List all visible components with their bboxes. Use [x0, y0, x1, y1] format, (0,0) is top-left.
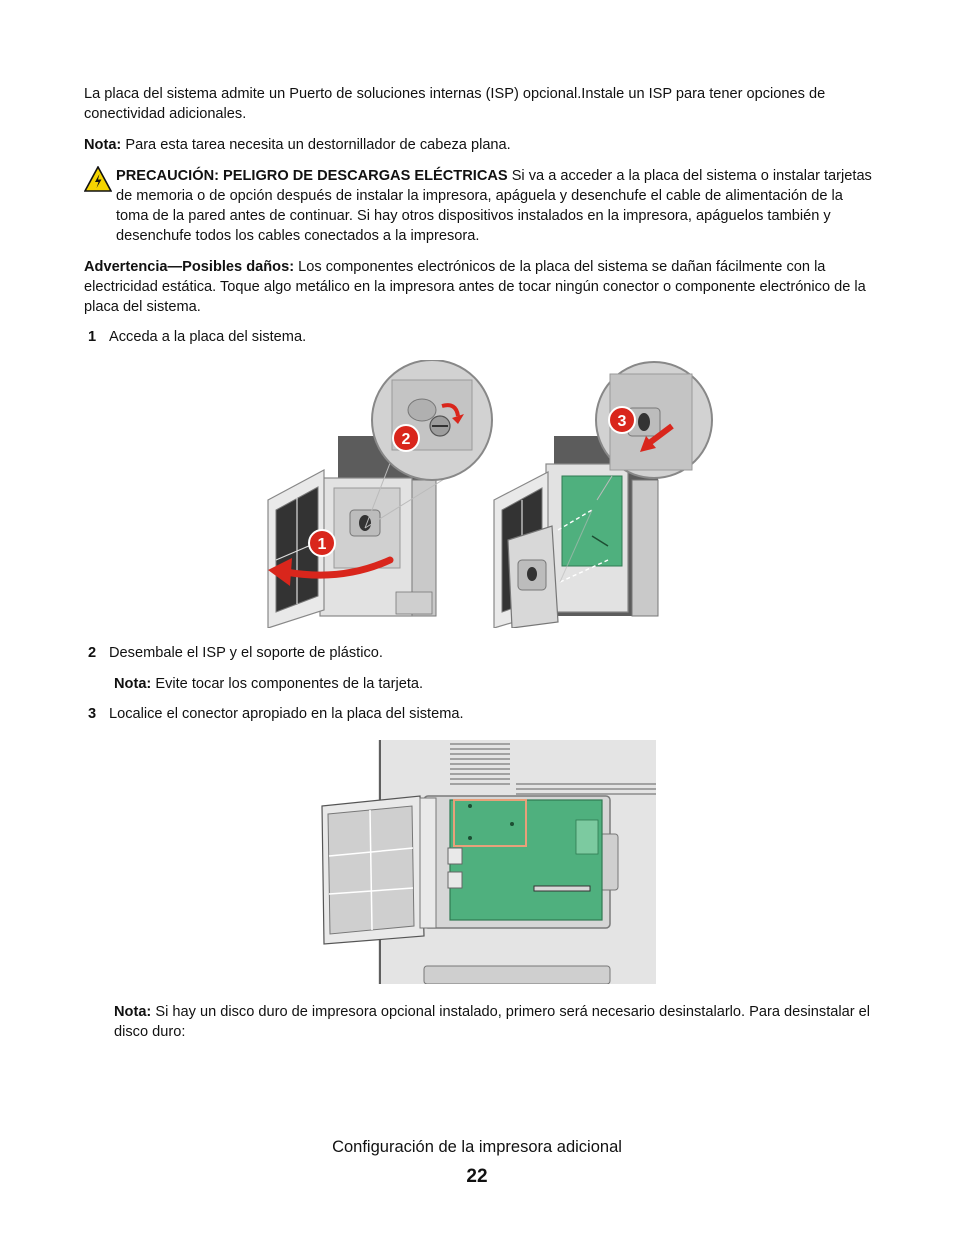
- warning-text: Los componentes electrónicos de la placa del sistema se dañan fácilmente con la electricidad estática. Toque algo metálico en la impresora antes de tocar ningún conector o componente electrónico de la placa del sistema.: [84, 259, 866, 315]
- figure-locate-connector: [320, 738, 658, 984]
- intro-paragraph: La placa del sistema admite un Puerto de soluciones internas (ISP) opcional.Instale un ISP para tener opciones de conectividad adicionales.: [84, 86, 826, 122]
- caution-paragraph: [116, 166, 874, 246]
- callout-1: 1: [317, 536, 327, 553]
- hard-disk-note-text: Si hay un disco duro de impresora opcional instalado, primero será necesario desinstalarlo. Para desinstalar el disco duro:: [114, 1004, 871, 1040]
- hard-disk-note-label: Nota:: [114, 1004, 152, 1020]
- electrical-hazard-warning-icon: [84, 166, 112, 192]
- caution-text: Si va a acceder a la placa del sistema o instalar tarjetas de memoria o de opción después de instalar la impresora, apáguela y desenchufe el cable de alimentación de la toma de la pared antes de continuar. Si hay otros dispositivos instalados en la impresora, apáguelos también y desenchufe todos los cables conectados a la impresora.: [116, 168, 872, 244]
- note-label: Nota:: [84, 137, 122, 153]
- warning-paragraph: [84, 257, 874, 317]
- caution-label: PRECAUCIÓN: PELIGRO DE DESCARGAS ELÉCTRICAS: [116, 168, 508, 184]
- hard-disk-note: [114, 1002, 874, 1042]
- step-2-text: Desembale el ISP y el soporte de plástico.: [109, 645, 383, 661]
- step-3-text: Localice el conector apropiado en la placa del sistema.: [109, 706, 464, 722]
- note-text: Para esta tarea necesita un destornillador de cabeza plana.: [121, 137, 511, 153]
- figure-access-system-board: [262, 360, 718, 628]
- footer-section-title: Configuración de la impresora adicional: [332, 1138, 622, 1156]
- step-2-note: [114, 674, 874, 694]
- printer-left-illustration: [268, 360, 492, 628]
- page-number: 22: [466, 1166, 488, 1187]
- callout-3: 3: [617, 413, 627, 430]
- callout-2: 2: [401, 431, 411, 448]
- printer-right-illustration: [494, 362, 712, 628]
- step-2-note-label: Nota:: [114, 676, 152, 692]
- step-1-text: Acceda a la placa del sistema.: [109, 329, 307, 345]
- note-screwdriver: [84, 135, 874, 155]
- step-3-number: 3: [88, 706, 97, 722]
- warning-label: Advertencia—Posibles daños:: [84, 259, 295, 275]
- step-2-note-text: Evite tocar los componentes de la tarjeta.: [151, 676, 424, 692]
- step-2-number: 2: [88, 645, 97, 661]
- step-1-number: 1: [88, 329, 97, 345]
